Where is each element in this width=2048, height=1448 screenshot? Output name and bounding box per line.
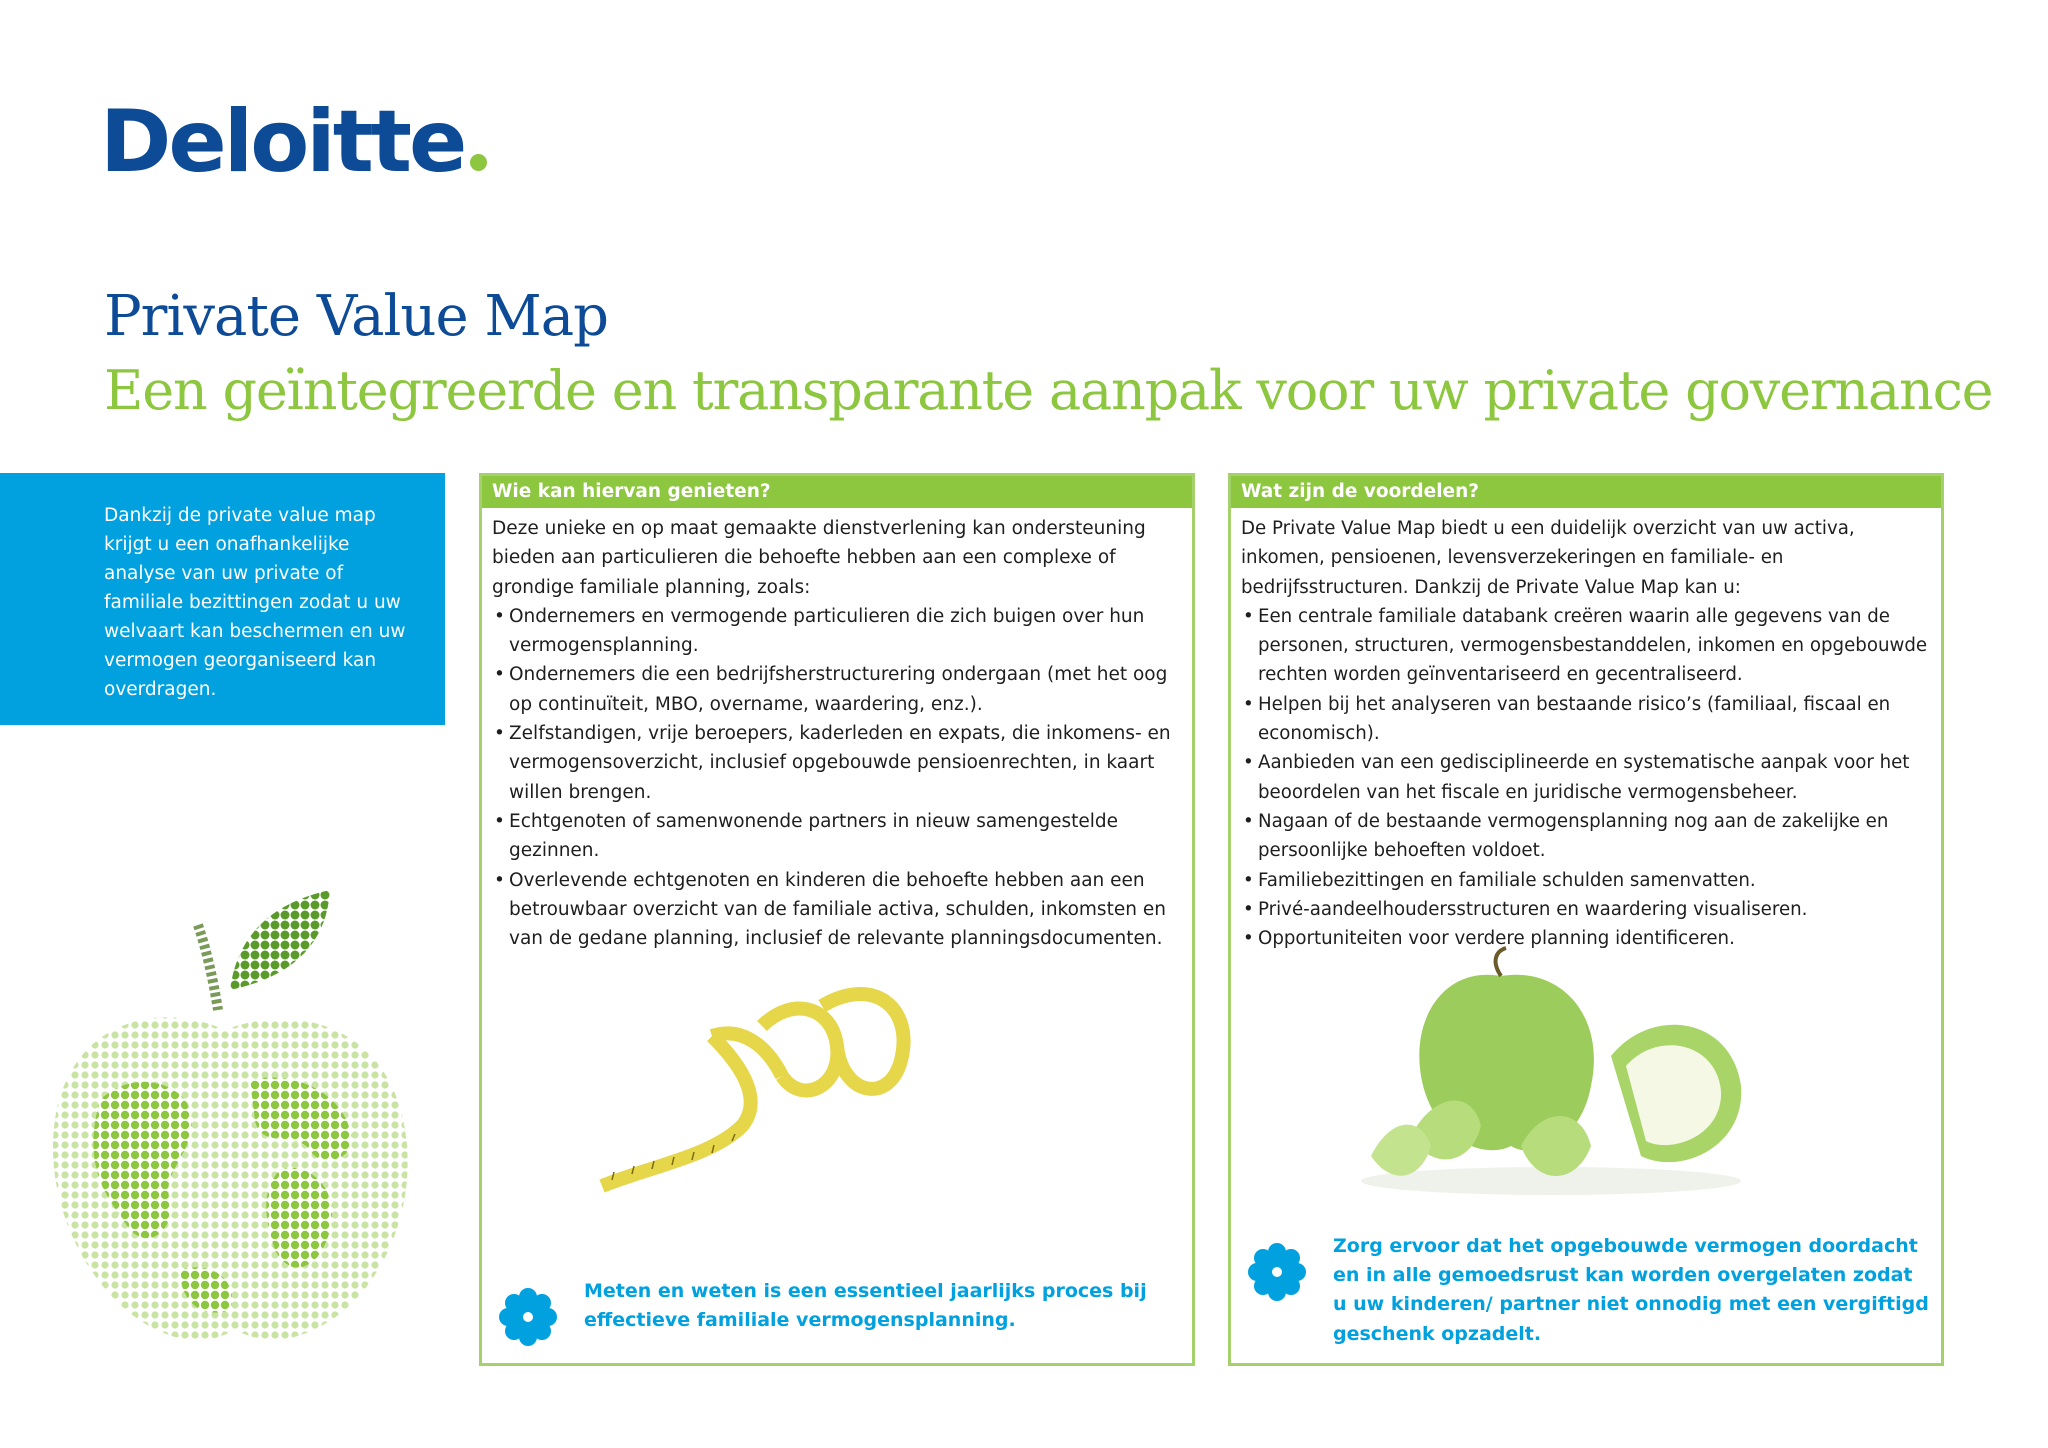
list-item: • Zelfstandigen, vrije beroepers, kaderleden en expats, die inkomens- en vermogensoverzicht, inclusief opgebouwde pensioenrechten, in kaart willen brengen. [492,719,1184,807]
flower-icon [1245,1240,1309,1304]
list-item: • Familiebezittingen en familiale schulden samenvatten. [1241,866,1951,895]
list-item: • Privé-aandeelhoudersstructuren en waardering visualiseren. [1241,895,1951,924]
list-item: • Aanbieden van een gedisciplineerde en systematische aanpak voor het beoordelen van het fiscale en juridische vermogensbeheer. [1241,748,1951,807]
list-item: • Overlevende echtgenoten en kinderen die behoefte hebben aan een betrouwbaar overzicht van de familiale activa, schulden, inkomsten en van de gedane planning, inclusief de relevante planningsdocumenten. [492,866,1184,954]
panel-who-bullets [492,602,1184,954]
panel-who-callout [496,1277,1182,1349]
page-title: Private Value Map [104,284,609,349]
apple-globe-illustration [10,850,440,1370]
panel-who-heading: Wie kan hiervan genieten? [482,476,1192,508]
list-item: • Echtgenoten of samenwonende partners in nieuw samengestelde gezinnen. [492,807,1184,866]
panel-who-callout-text: Meten en weten is een essentieel jaarlijks proces bij effectieve familiale vermogensplanning. [584,1280,1147,1332]
intro-text: Dankzij de private value map krijgt u een onafhankelijke analyse van uw private of familiale bezittingen zodat u uw welvaart kan beschermen en uw vermogen georganiseerd kan overdragen. [104,505,406,700]
list-item: • Ondernemers en vermogende particulieren die zich buigen over hun vermogensplanning. [492,602,1184,661]
list-item: • Ondernemers die een bedrijfsherstructurering ondergaan (met het oog op continuïteit, MBO, overname, waardering, enz.). [492,660,1184,719]
logo-wordmark: Deloitte [100,92,465,192]
panel-benefits-body [1231,508,1941,953]
panel-benefits-callout [1245,1232,1931,1349]
panel-who-benefits [479,473,1195,1366]
list-item: • Helpen bij het analyseren van bestaande risico’s (familiaal, fiscaal en economisch). [1241,690,1951,749]
intro-box [0,473,445,725]
panel-who-body [482,508,1192,953]
panel-benefits-lead: De Private Value Map biedt u een duidelijk overzicht van uw activa, inkomen, pensioenen, levensverzekeringen en familiale- en bedrijfsstructuren. Dankzij de Private Value Map kan u: [1241,518,1855,598]
list-item: • Opportuniteiten voor verdere planning identificeren. [1241,924,1951,953]
flower-icon [496,1285,560,1349]
panel-benefits [1228,473,1944,1366]
green-apples-illustration [1351,946,1751,1206]
list-item: • Een centrale familiale databank creëren waarin alle gegevens van de personen, structuren, vermogensbestanddelen, inkomen en opgebouwde rechten worden geïnventariseerd en gecentraliseerd. [1241,602,1951,690]
page-subtitle: Een geïntegreerde en transparante aanpak voor uw private governance [104,359,1993,422]
panel-benefits-heading: Wat zijn de voordelen? [1231,476,1941,508]
deloitte-logo [100,92,487,192]
logo-dot [470,154,487,171]
panel-who-lead: Deze unieke en op maat gemaakte dienstverlening kan ondersteuning bieden aan particulieren die behoefte hebben aan een complexe of grondige familiale planning, zoals: [492,518,1146,598]
panel-benefits-callout-text: Zorg ervoor dat het opgebouwde vermogen doordacht en in alle gemoedsrust kan worden overgelaten zodat u uw kinderen/ partner niet onnodig met een vergiftigd geschenk opzadelt. [1333,1234,1929,1345]
measuring-tape-illustration [592,966,922,1196]
panel-benefits-bullets [1241,602,1941,954]
list-item: • Nagaan of de bestaande vermogensplanning nog aan de zakelijke en persoonlijke behoeften voldoet. [1241,807,1951,866]
